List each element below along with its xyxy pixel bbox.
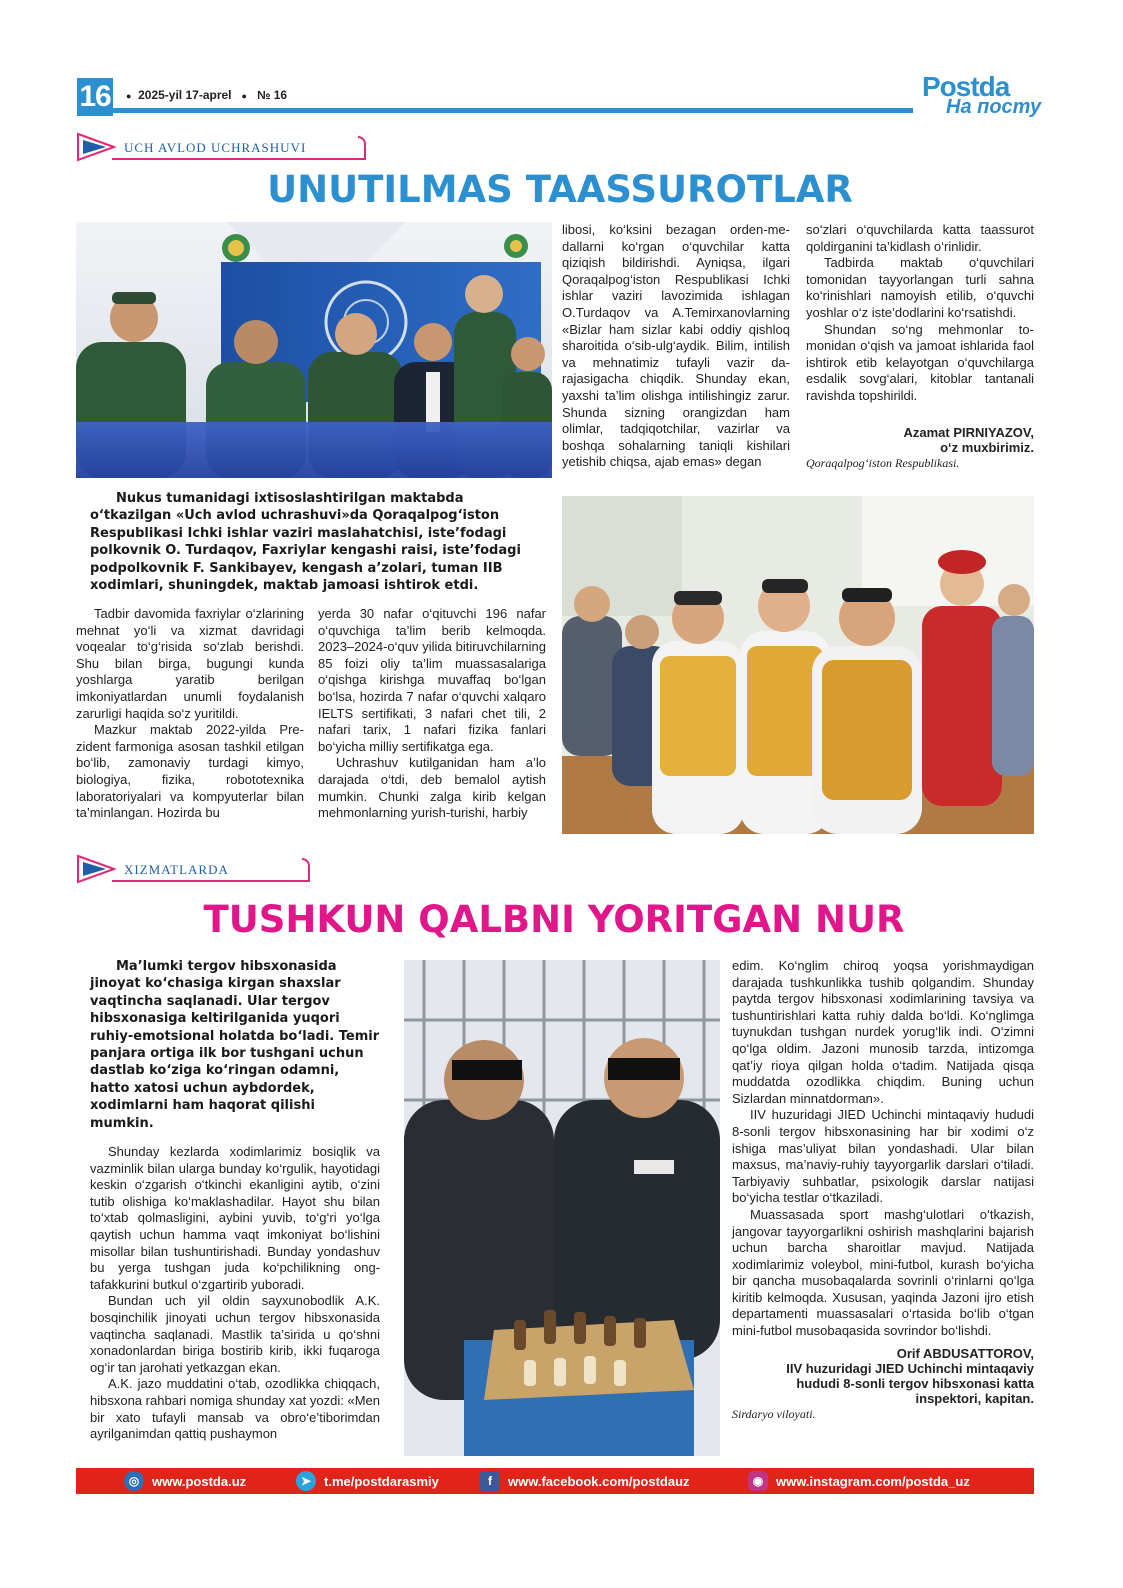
article2-author-name: Orif ABDUSATTOROV, (896, 1345, 1034, 1361)
article2-column-2 (732, 958, 1034, 1422)
article1-column-1 (76, 606, 304, 822)
globe-icon: ◎ (124, 1471, 144, 1491)
logo-postda: Postda (922, 71, 1010, 102)
article1-lead-text: Nukus tumanidagi ixtisoslashtirilgan maktabda o‘tkazilgan «Uch avlod uchrashuvi»da Qoraqalpog‘iston Respublikasi Ichki ishlar vaziri maslahatchisi, iste’fodagi polkovnik O. Turdaqov, Faxriylar kengashi raisi, iste’fodagi podpolkovnik F. Sankibayev, kengash a’zolari, tuman IIB xodimlari, shuningdek, maktab jamoasi ishtirok etdi. (90, 491, 521, 594)
section-endcap (358, 136, 366, 160)
article2-column-1 (90, 1144, 380, 1443)
telegram-icon: ➤ (296, 1471, 316, 1491)
section-endcap (302, 858, 310, 882)
article1-col1-paragraph: Tadbir davomida faxriylar o‘zlarining mehnat yo‘li va xizmat davridagi voqealar to‘g‘risida so‘zlab berishdi. Shu bilan birga, bugungi kunda yoshlarga yaratib berilgan imkoniyatlardan unumli foydalanish zarurligi haqida so‘z yuritildi. (76, 606, 304, 721)
footer-telegram[interactable] (296, 1471, 439, 1491)
article2-col2-paragraph: edim. Ko‘nglim chiroq yoqsa yorishmaydigan darajada tushkunlikka tushib qolgandim. Shunday paytda tergov hibsxonasi xodimlarining tavsiya va tushuntirishlari katta ruhiy dalda bo‘ldi. Ko‘nglimga tuynukdan tushgan nurdek yorug‘lik indi. O‘zimni qo‘lga oldim. Jazoni munosib tarzda, intizomga qat’iy rioya qilgan holda o‘tadim. Natijada qisqa muddatda ozodlikka chiqdim. Buning uchun Sizlardan minnatdorman». (732, 958, 1034, 1106)
article1-col4-paragraph: so‘zlari o‘quvchilarda katta taassurot qoldirganini ta’kidlash o‘rinlidir. (806, 222, 1034, 254)
article2-col1-paragraph: Shunday kezlarda xodimlarimiz bosiqlik va vazminlik bilan ularga bunday ko‘rgulik, hayotidagi keskin o‘zgarish o‘tkinchi ekanligini aytib, o‘zini tutib olishiga ko‘maklashadilar. Hayot shu bilan to‘xtab qolmasligini, aybini yuvib, to‘g‘ri yo‘lga qaytish uchun hamma vaqt imkoniyat bo‘lishini misollar bilan tushuntirishadi. Bunday yondashuv bu yerga tushgan juda ko‘pchilikning ong-tafakkurini butkul o‘zgartirib yuboradi. (90, 1144, 380, 1292)
article2-headline: TUSHKUN QALBNI YORITGAN NUR (203, 898, 905, 941)
section-tag-uch-avlod (76, 132, 376, 162)
article1-col2-paragraph: Uchrashuv kutilganidan ham a’lo darajada o‘tdi, deb bemalol aytish mumkin. Chunki zalga kirib kelgan mehmonlarning yurish-turishi, harbiy (318, 755, 546, 821)
article2-place: Sirdaryo viloyati. (732, 1406, 816, 1421)
article1-col3-paragraph: libosi, ko‘ksini bezagan orden-medallarni ko‘rgan o‘quvchilar katta qiziqish bildirishdi. Ayniqsa, ilgari Qoraqalpog‘iston Respublikasi Ichki ishlar vaziri lavozimida ishlagan O.Turdaqov va A.Temirxanovlarning «Bizlar ham sizlar kabi oddiy qishloq sharoitida o‘sib-ulg‘aydik. Bilim, intilish va mehnatimiz tufayli vazir darajasigacha chiqdik. Shunday ekan, yaxshi ta’lim olishga intilishingiz zarur. Shunda sizning orangizdan ham olimlar, tadqiqotchilar, vazirlar va boshqa sohalarning taniqli kishilari yetishib chiqsa, ajab emas» degan (562, 222, 790, 470)
article1-place: Qoraqalpog‘iston Respublikasi. (806, 455, 960, 470)
footer-instagram[interactable] (748, 1471, 970, 1491)
article1-author-name: Azamat PIRNIYAZOV, (903, 424, 1034, 440)
article1-column-4 (806, 222, 1034, 471)
footer-website-text: www.postda.uz (152, 1473, 247, 1489)
article2-col2-paragraph: Muassasada sport mashg‘ulotlari o‘tkazish, jangovar tayyorgarlikni oshirish mashqlarini bajarish uchun barcha sharoitlar mavjud. Natijada xodimlarimiz voleybol, mini-futbol, kurash bo‘yicha bir qancha musobaqalarda sovrinli o‘rinlarni qo‘lga kiritib kelmoqda. Xususan, yaqinda Jazoni ijro etish departamenti muassasalari o‘rtasida bo‘lib o‘tgan mini-futbol musobaqasida sovrindor bo‘lishdi. (732, 1206, 1034, 1339)
article1-column-3 (562, 222, 790, 471)
header-rule (113, 108, 913, 113)
section-tag-xizmatlarda (76, 854, 320, 884)
footer-facebook[interactable] (480, 1471, 690, 1491)
page-number: 16 (77, 78, 113, 116)
article1-headline: UNUTILMAS TAASSUROTLAR (267, 168, 853, 211)
section-arrow-icon (76, 854, 116, 884)
logo-na-postu: На посту (946, 96, 1042, 118)
article1-col4-paragraph: Tadbirda maktab o‘quvchilari tomonidan tayyorlangan turli sahna ko‘rinishlari namoyish etilib, o‘quvchi yoshlar o‘z iste’dodlarini ko‘rsatishdi. (806, 255, 1034, 320)
instagram-icon: ◉ (748, 1471, 768, 1491)
footer-facebook-text: www.facebook.com/postdauz (508, 1473, 690, 1489)
issue-date: 2025-yil 17-aprel (138, 88, 232, 102)
article1-lead (90, 490, 540, 594)
article1-col2-paragraph: yerda 30 nafar o‘qituvchi 196 nafar o‘quvchiga ta’lim berib kelmoqda. 2023–2024-o‘quv yilida bitiruvchilarning 85 foizi oliy ta’lim muassasalariga o‘qishga kirishga muvaffaq bo‘lgan bo‘lsa, hozirda 7 nafar o‘quvchi xalqaro IELTS sertifikati, 3 nafari chet tili, 2 nafari tarix, 1 nafari fizika fanlari bo‘yicha milliy sertifikatga ega. (318, 606, 546, 754)
article2-col2-paragraph: IIV huzuridagi JIED Uchinchi mintaqaviy hududi 8-sonli tergov hibsxonasining har bir xodimi o‘z ishiga mas’uliyat bilan yondashadi. Ular bilan maxsus, ma’naviy-ruhiy tayyorgarlik darslari o‘tiladi. Tarbiyaviy suhbatlar, psixologik darslar natijasi bo‘yicha testlar o‘tkaziladi. (732, 1107, 1034, 1206)
section-underline (112, 158, 366, 160)
article1-author-role: o‘z muxbirimiz. (940, 439, 1034, 455)
facebook-icon: f (480, 1471, 500, 1491)
photo-veterans-meeting (76, 222, 552, 478)
section-arrow-icon (76, 132, 116, 162)
footer-instagram-text: www.instagram.com/postda_uz (776, 1473, 970, 1489)
issue-date-line: ● 2025-yil 17-aprel ● № 16 (126, 88, 288, 102)
article2-author-role: IIV huzuridagi JIED Uchinchi mintaqaviy hududi 8-sonli tergov hibsxonasi katta inspektori, kapitan. (786, 1360, 1034, 1406)
issue-number: № 16 (256, 88, 288, 102)
article1-column-2 (318, 606, 546, 822)
footer-telegram-text: t.me/postdarasmiy (324, 1473, 439, 1489)
article2-col1-paragraph: A.K. jazo muddatini o‘tab, ozodlikka chiqqach, hibsxona rahbari nomiga shunday xat yozdi: «Men bir xato tufayli mansab va obro‘e’tiborimdan ayrilganimdan qattiq pushaymon (90, 1376, 380, 1442)
section-label: UCH AVLOD UCHRASHUVI (124, 140, 307, 155)
newspaper-logo (922, 72, 1052, 122)
article2-col1-paragraph: Bundan uch yil oldin sayxunobodlik A.K. bosqinchilik jinoyati uchun tergov hibsxonasida vaqtincha saqlanadi. Mastlik ta’sirida u qo‘shni xonadonlardan biriga bostirib kirib, ikki fuqaroga og‘ir tan jarohati yetkazgan ekan. (90, 1293, 380, 1375)
section-label: XIZMATLARDA (124, 862, 229, 877)
article1-col4-paragraph: Shundan so‘ng mehmonlar tomonidan o‘qish va jamoat ishlarida faol ishtirok etib kelayotgan o‘quvchilarga esdalik sovg‘alari, kitoblar tantanali ravishda topshirildi. (806, 321, 1034, 403)
article2-lead (90, 958, 380, 1132)
footer-bar (76, 1468, 1034, 1494)
photo-students (562, 496, 1034, 834)
article2-lead-text: Ma’lumki tergov hibsxonasida jinoyat ko‘chasiga kirgan shaxslar vaqtincha saqlanadi. Ular tergov hibsxonasiga keltirilganida yuqori ruhiy-emotsional holatda bo‘ladi. Temir panjara ortiga ilk bor tushgani uchun dastlab ko‘ziga ko‘ringan odamni, hatto xatosi uchun aybdordek, xodimlarni ham haqorat qilishi mumkin. (90, 959, 380, 1131)
section-underline (112, 880, 310, 882)
photo-chess-players (404, 960, 720, 1456)
footer-website[interactable] (124, 1471, 246, 1491)
article1-col1-paragraph: Mazkur maktab 2022-yilda Prezident farmoniga asosan tashkil etilgan bo‘lib, zamonaviy turdagi kimyo, biologiya, fizika, robototexnika laboratoriyalari va kompyuterlar bilan ta’minlangan. Hozirda bu (76, 722, 304, 821)
